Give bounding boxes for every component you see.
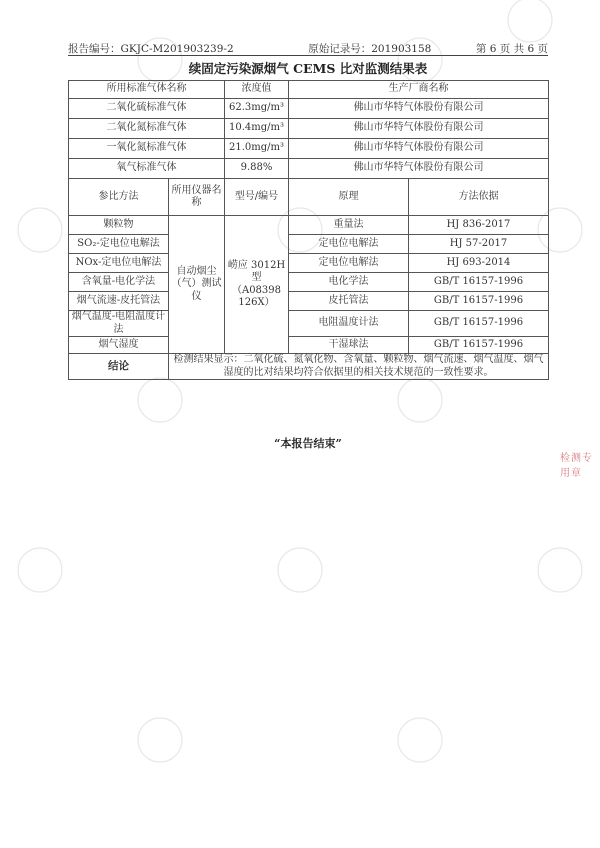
method-ref: SO₂-定电位电解法 — [69, 235, 169, 254]
method-basis: GB/T 16157-1996 — [409, 273, 549, 292]
gas-row — [69, 119, 549, 139]
method-row — [69, 337, 549, 354]
watermark-circle — [18, 208, 62, 252]
report-end-text: “本报告结束” — [274, 437, 342, 450]
page-number: 第 6 页 共 6 页 — [475, 43, 548, 55]
watermark-circle — [18, 548, 62, 592]
watermark-circle — [508, 0, 552, 42]
method-row — [69, 273, 549, 292]
conclusion-label: 结论 — [69, 354, 169, 380]
method-header-ref: 参比方法 — [69, 179, 169, 216]
method-row — [69, 235, 549, 254]
gas-maker: 佛山市华特气体股份有限公司 — [289, 139, 549, 159]
method-basis: GB/T 16157-1996 — [409, 311, 549, 337]
method-principle: 电阻温度计法 — [289, 311, 409, 337]
method-basis: HJ 57-2017 — [409, 235, 549, 254]
watermark-circle — [398, 718, 442, 762]
gas-row — [69, 159, 549, 179]
method-principle: 皮托管法 — [289, 292, 409, 311]
gas-maker: 佛山市华特气体股份有限公司 — [289, 99, 549, 119]
gas-row — [69, 139, 549, 159]
method-header-model: 型号/编号 — [225, 179, 289, 216]
gas-name: 一氧化氮标准气体 — [69, 139, 225, 159]
method-header-principle: 原理 — [289, 179, 409, 216]
seal-text: 检测专用章 — [560, 453, 593, 479]
gas-header-conc: 浓度值 — [225, 81, 289, 99]
gas-maker: 佛山市华特气体股份有限公司 — [289, 159, 549, 179]
record-number: 原始记录号：201903158 — [308, 43, 432, 55]
header-rule — [68, 55, 548, 56]
official-seal — [560, 440, 600, 488]
method-row — [69, 254, 549, 273]
method-row — [69, 292, 549, 311]
gas-header-name: 所用标准气体名称 — [69, 81, 225, 99]
gas-header-row — [69, 81, 549, 99]
method-header-row — [69, 179, 549, 216]
gas-conc: 10.4mg/m³ — [225, 119, 289, 139]
gas-conc: 9.88% — [225, 159, 289, 179]
method-ref: 烟气温度-电阻温度计法 — [69, 311, 169, 337]
watermark-circle — [278, 548, 322, 592]
watermark-circle — [398, 378, 442, 422]
method-basis: GB/T 16157-1996 — [409, 337, 549, 354]
gas-header-maker: 生产厂商名称 — [289, 81, 549, 99]
method-principle: 电化学法 — [289, 273, 409, 292]
report-number: 报告编号：GKJC-M201903239-2 — [68, 43, 234, 55]
watermark-circle — [138, 718, 182, 762]
method-row — [69, 311, 549, 337]
instrument-name: 自动烟尘（气）测试仪 — [169, 216, 225, 354]
method-principle: 重量法 — [289, 216, 409, 235]
page-header — [68, 41, 548, 56]
gas-name: 氧气标准气体 — [69, 159, 225, 179]
method-ref: 烟气流速-皮托管法 — [69, 292, 169, 311]
method-ref: NOx-定电位电解法 — [69, 254, 169, 273]
method-principle: 干湿球法 — [289, 337, 409, 354]
method-header-basis: 方法依据 — [409, 179, 549, 216]
method-header-instrument: 所用仪器名称 — [169, 179, 225, 216]
gas-conc: 21.0mg/m³ — [225, 139, 289, 159]
conclusion-row — [69, 354, 549, 380]
method-basis: HJ 836-2017 — [409, 216, 549, 235]
method-principle: 定电位电解法 — [289, 254, 409, 273]
gas-row — [69, 99, 549, 119]
method-basis: GB/T 16157-1996 — [409, 292, 549, 311]
method-ref: 烟气湿度 — [69, 337, 169, 354]
table-title: 续固定污染源烟气 CEMS 比对监测结果表 — [188, 61, 428, 76]
gas-name: 二氧化硫标准气体 — [69, 99, 225, 119]
gas-conc: 62.3mg/m³ — [225, 99, 289, 119]
gas-name: 二氧化氮标准气体 — [69, 119, 225, 139]
gas-maker: 佛山市华特气体股份有限公司 — [289, 119, 549, 139]
watermark-circle — [538, 548, 582, 592]
results-table — [68, 80, 549, 380]
method-ref: 颗粒物 — [69, 216, 169, 235]
method-ref: 含氧量-电化学法 — [69, 273, 169, 292]
instrument-model: 崂应 3012H 型（A08398 126X） — [225, 216, 289, 354]
method-principle: 定电位电解法 — [289, 235, 409, 254]
conclusion-text: 检测结果显示：二氧化硫、氮氧化物、含氧量、颗粒物、烟气流速、烟气温度、烟气湿度的比对结果均符合依据里的相关技术规范的一致性要求。 — [169, 354, 549, 380]
watermark-circle — [138, 378, 182, 422]
method-row — [69, 216, 549, 235]
method-basis: HJ 693-2014 — [409, 254, 549, 273]
